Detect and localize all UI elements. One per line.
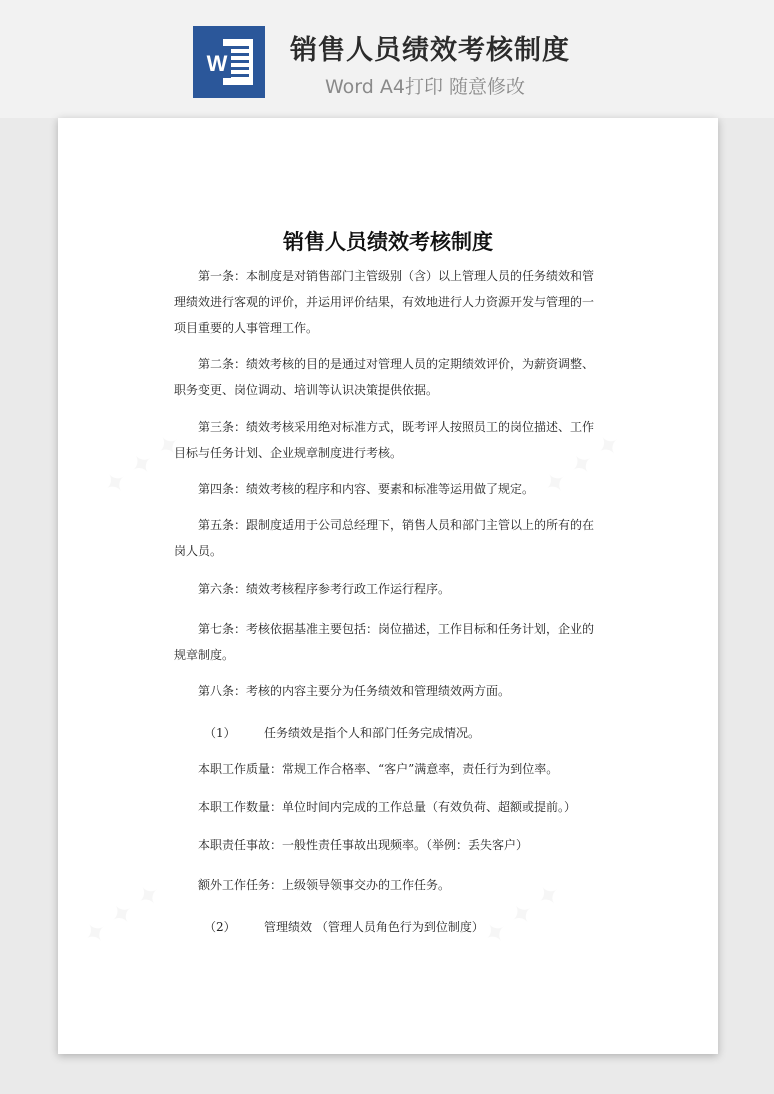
word-icon-letter: W [206,51,228,76]
document-title: 销售人员绩效考核制度 [283,230,493,254]
item-number: （1） [204,726,236,740]
article-paragraph: 第一条：本制度是对销售部门主管级别（含）以上管理人员的任务绩效和管理绩效进行客观的评价，并运用评价结果，有效地进行人力资源开发与管理的一项目重要的人事管理工作。 [174,269,595,335]
article-paragraph: 第四条：绩效考核的程序和内容、要素和标准等运用做了规定。 [198,482,535,496]
banner-subtitle: Word A4打印 随意修改 [325,76,526,98]
article-paragraph: 第三条：绩效考核采用绝对标准方式，既考评人按照员工的岗位描述、工作目标与任务计划、企业规章制度进行考核。 [174,420,595,460]
article-paragraph: 第五条：跟制度适用于公司总经理下，销售人员和部门主管以上的所有的在岗人员。 [174,518,595,558]
item-number: （2） [204,920,236,934]
watermark [77,876,168,954]
sub-item: 本职工作数量：单位时间内完成的工作总量（有效负荷、超额或提前。） [198,800,577,814]
sub-item: 本职工作质量：常规工作合格率、“客户”满意率，责任行为到位率。 [198,762,559,776]
header-banner [0,0,774,118]
article-paragraph: 第二条：绩效考核的目的是通过对管理人员的定期绩效评价，为薪资调整、职务变更、岗位调动、培训等认识决策提供依据。 [174,357,595,397]
sub-item: 本职责任事故：一般性责任事故出现频率。（举例：丢失客户） [198,838,529,852]
document-page [58,118,718,1054]
word-document-icon [193,26,265,98]
article-paragraph: 第七条：考核依据基准主要包括：岗位描述，工作目标和任务计划，企业的规章制度。 [174,622,595,662]
numbered-item [174,918,484,935]
article-paragraph: 第八条：考核的内容主要分为任务绩效和管理绩效两方面。 [198,684,511,698]
banner-title: 销售人员绩效考核制度 [290,35,570,66]
item-text: 任务绩效是指个人和部门任务完成情况。 [264,726,481,740]
numbered-item [174,724,480,741]
article-paragraph: 第六条：绩效考核程序参考行政工作运行程序。 [198,582,451,596]
item-text: 管理绩效 （管理人员角色行为到位制度） [264,920,484,934]
sub-item: 额外工作任务：上级领导领事交办的工作任务。 [198,878,451,892]
